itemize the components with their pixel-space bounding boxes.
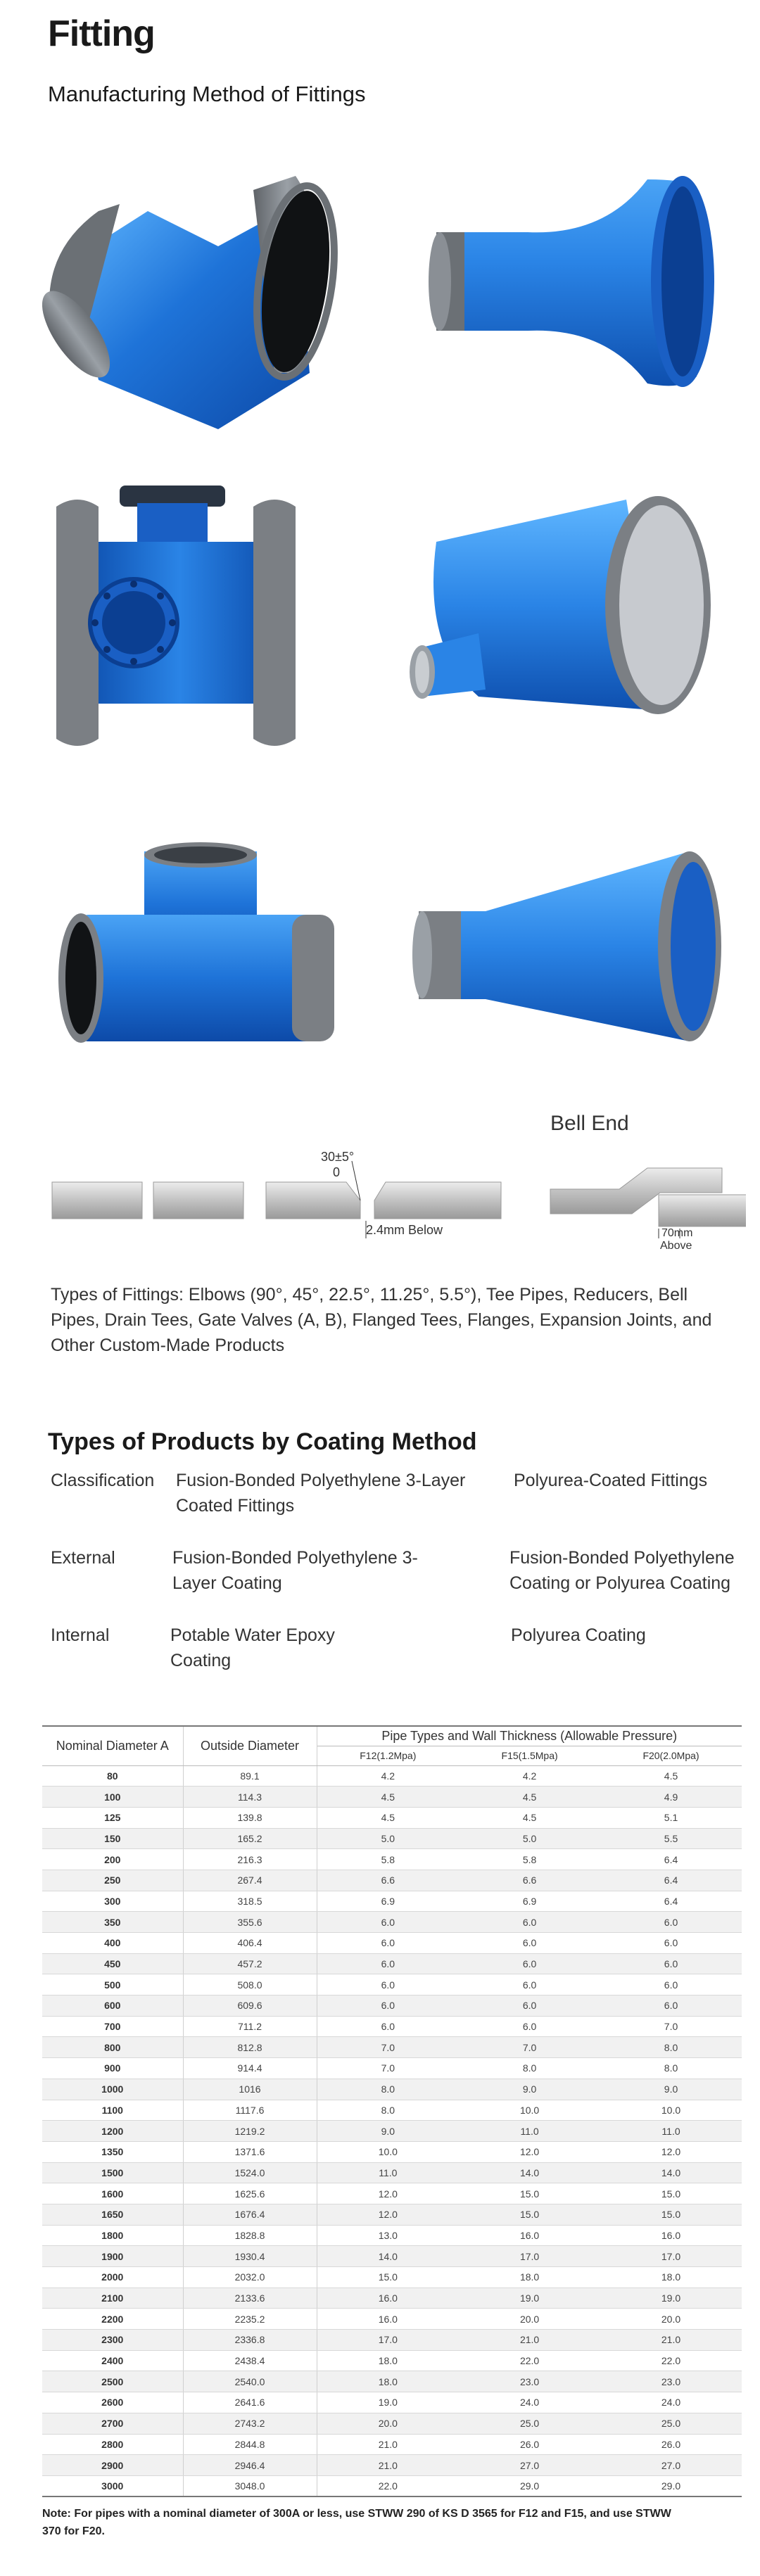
header-nominal-diameter: Nominal Diameter A <box>42 1726 183 1765</box>
cell-nominal-diameter: 1800 <box>42 2225 183 2246</box>
cell-f20: 27.0 <box>600 2455 742 2476</box>
cell-f12: 4.2 <box>317 1765 459 1787</box>
cell-f15: 26.0 <box>459 2434 600 2455</box>
cell-f15: 22.0 <box>459 2350 600 2371</box>
cell-nominal-diameter: 2800 <box>42 2434 183 2455</box>
cell-outside-diameter: 812.8 <box>183 2037 317 2058</box>
coating-classification-col1: Fusion-Bonded Polyethylene 3-Layer Coated Fittings <box>176 1471 466 1516</box>
cell-nominal-diameter: 3000 <box>42 2475 183 2496</box>
cell-f12: 12.0 <box>317 2204 459 2225</box>
table-row <box>42 2267 742 2288</box>
header-f12: F12(1.2Mpa) <box>317 1746 459 1765</box>
cell-nominal-diameter: 1600 <box>42 2183 183 2204</box>
bell-end-label: Bell End <box>550 1112 629 1135</box>
table-row <box>42 2455 742 2476</box>
cell-f15: 17.0 <box>459 2246 600 2267</box>
cell-f20: 14.0 <box>600 2162 742 2183</box>
cell-outside-diameter: 508.0 <box>183 1974 317 1996</box>
table-row <box>42 2475 742 2496</box>
cell-f15: 8.0 <box>459 2058 600 2079</box>
plain-end-plate-right <box>153 1182 243 1219</box>
cell-f12: 6.0 <box>317 1996 459 2017</box>
cell-f12: 5.0 <box>317 1828 459 1849</box>
table-row <box>42 2079 742 2100</box>
cell-f15: 6.0 <box>459 2016 600 2037</box>
cell-f12: 22.0 <box>317 2475 459 2496</box>
header-f15: F15(1.5Mpa) <box>459 1746 600 1765</box>
cell-outside-diameter: 2235.2 <box>183 2309 317 2330</box>
table-row <box>42 1828 742 1849</box>
table-row <box>42 1765 742 1787</box>
cell-f15: 16.0 <box>459 2225 600 2246</box>
coating-section-title: Types of Products by Coating Method <box>48 1428 477 1455</box>
table-row <box>42 2183 742 2204</box>
cell-nominal-diameter: 2100 <box>42 2288 183 2309</box>
cell-f20: 10.0 <box>600 2100 742 2121</box>
cell-outside-diameter: 318.5 <box>183 1891 317 1912</box>
cell-f15: 7.0 <box>459 2037 600 2058</box>
cell-f20: 22.0 <box>600 2350 742 2371</box>
page-title: Fitting <box>48 13 155 54</box>
cell-f20: 4.5 <box>600 1765 742 1787</box>
cell-f12: 7.0 <box>317 2037 459 2058</box>
cell-f20: 23.0 <box>600 2371 742 2392</box>
cell-nominal-diameter: 2900 <box>42 2455 183 2476</box>
table-row <box>42 2434 742 2455</box>
cell-f20: 4.9 <box>600 1787 742 1808</box>
table-row <box>42 1787 742 1808</box>
cell-nominal-diameter: 2200 <box>42 2309 183 2330</box>
cell-nominal-diameter: 1900 <box>42 2246 183 2267</box>
cell-nominal-diameter: 80 <box>42 1765 183 1787</box>
header-pipe-types-group: Pipe Types and Wall Thickness (Allowable Pressure) <box>317 1726 742 1746</box>
cell-outside-diameter: 1625.6 <box>183 2183 317 2204</box>
cell-f15: 6.9 <box>459 1891 600 1912</box>
bell-above-label: Above <box>660 1240 692 1252</box>
table-body <box>42 1765 742 2496</box>
bevel-plate-left <box>266 1182 360 1219</box>
cell-outside-diameter: 1219.2 <box>183 2121 317 2142</box>
coating-label-external: External <box>51 1548 115 1568</box>
cell-f15: 4.2 <box>459 1765 600 1787</box>
cell-f20: 25.0 <box>600 2413 742 2434</box>
cell-f12: 6.0 <box>317 1974 459 1996</box>
cell-outside-diameter: 914.4 <box>183 2058 317 2079</box>
cell-outside-diameter: 2032.0 <box>183 2267 317 2288</box>
cell-outside-diameter: 2133.6 <box>183 2288 317 2309</box>
cell-f20: 15.0 <box>600 2183 742 2204</box>
cell-outside-diameter: 89.1 <box>183 1765 317 1787</box>
cell-f20: 6.4 <box>600 1870 742 1891</box>
table-row <box>42 2392 742 2413</box>
cell-outside-diameter: 2540.0 <box>183 2371 317 2392</box>
cell-f20: 16.0 <box>600 2225 742 2246</box>
root-face-label: 0 <box>333 1165 341 1179</box>
cell-outside-diameter: 609.6 <box>183 1996 317 2017</box>
cell-nominal-diameter: 2700 <box>42 2413 183 2434</box>
cell-f15: 25.0 <box>459 2413 600 2434</box>
cell-f20: 29.0 <box>600 2475 742 2496</box>
cell-nominal-diameter: 250 <box>42 1870 183 1891</box>
cell-outside-diameter: 216.3 <box>183 1849 317 1870</box>
cell-f15: 6.0 <box>459 1912 600 1933</box>
cell-nominal-diameter: 125 <box>42 1807 183 1828</box>
cell-f12: 8.0 <box>317 2100 459 2121</box>
cell-nominal-diameter: 1200 <box>42 2121 183 2142</box>
elbow-fitting-image <box>42 162 338 443</box>
cell-f12: 6.0 <box>317 1953 459 1974</box>
table-row <box>42 2371 742 2392</box>
cell-f20: 6.4 <box>600 1849 742 1870</box>
cell-f15: 27.0 <box>459 2455 600 2476</box>
cell-f15: 4.5 <box>459 1787 600 1808</box>
table-row <box>42 1891 742 1912</box>
cell-f12: 6.0 <box>317 1933 459 1954</box>
cell-outside-diameter: 2438.4 <box>183 2350 317 2371</box>
plain-end-plate-left <box>52 1182 142 1219</box>
cell-nominal-diameter: 1500 <box>42 2162 183 2183</box>
cell-outside-diameter: 165.2 <box>183 1828 317 1849</box>
cell-outside-diameter: 1016 <box>183 2079 317 2100</box>
cell-f20: 15.0 <box>600 2204 742 2225</box>
cell-nominal-diameter: 450 <box>42 1953 183 1974</box>
cell-nominal-diameter: 150 <box>42 1828 183 1849</box>
cell-f12: 6.9 <box>317 1891 459 1912</box>
cell-nominal-diameter: 100 <box>42 1787 183 1808</box>
table-row <box>42 1849 742 1870</box>
table-row <box>42 2141 742 2162</box>
cell-f20: 6.4 <box>600 1891 742 1912</box>
cell-f20: 8.0 <box>600 2037 742 2058</box>
cell-f12: 12.0 <box>317 2183 459 2204</box>
cell-f15: 12.0 <box>459 2141 600 2162</box>
cell-outside-diameter: 1371.6 <box>183 2141 317 2162</box>
cell-f12: 16.0 <box>317 2288 459 2309</box>
flanged-tee-image <box>42 464 338 760</box>
cell-nominal-diameter: 900 <box>42 2058 183 2079</box>
cell-f15: 21.0 <box>459 2330 600 2351</box>
cell-f15: 5.0 <box>459 1828 600 1849</box>
coating-external-col2: Fusion-Bonded Polyethylene Coating or Polyurea Coating <box>509 1548 735 1593</box>
cell-outside-diameter: 457.2 <box>183 1953 317 1974</box>
cell-f20: 6.0 <box>600 1974 742 1996</box>
cell-f15: 15.0 <box>459 2183 600 2204</box>
cell-f20: 5.1 <box>600 1807 742 1828</box>
cell-f20: 19.0 <box>600 2288 742 2309</box>
cell-f12: 6.0 <box>317 1912 459 1933</box>
cell-f12: 14.0 <box>317 2246 459 2267</box>
coating-classification-col2: Polyurea-Coated Fittings <box>514 1471 708 1490</box>
cell-f20: 6.0 <box>600 1953 742 1974</box>
cell-nominal-diameter: 2300 <box>42 2330 183 2351</box>
cell-nominal-diameter: 350 <box>42 1912 183 1933</box>
concentric-reducer-image <box>408 844 732 1048</box>
cell-f12: 18.0 <box>317 2350 459 2371</box>
cell-nominal-diameter: 200 <box>42 1849 183 1870</box>
cell-f20: 6.0 <box>600 1933 742 1954</box>
cell-f12: 4.5 <box>317 1807 459 1828</box>
cell-f15: 6.0 <box>459 1996 600 2017</box>
cell-nominal-diameter: 1350 <box>42 2141 183 2162</box>
cell-f20: 21.0 <box>600 2330 742 2351</box>
cell-f20: 26.0 <box>600 2434 742 2455</box>
table-row <box>42 2204 742 2225</box>
cell-outside-diameter: 139.8 <box>183 1807 317 1828</box>
header-outside-diameter: Outside Diameter <box>183 1726 317 1765</box>
table-row <box>42 2016 742 2037</box>
cell-f20: 18.0 <box>600 2267 742 2288</box>
table-row <box>42 2100 742 2121</box>
cell-f20: 20.0 <box>600 2309 742 2330</box>
cell-f15: 6.6 <box>459 1870 600 1891</box>
cell-outside-diameter: 1676.4 <box>183 2204 317 2225</box>
coating-external-col1: Fusion-Bonded Polyethylene 3-Layer Coating <box>172 1548 418 1593</box>
table-row <box>42 2288 742 2309</box>
cell-f12: 18.0 <box>317 2371 459 2392</box>
table-row <box>42 2309 742 2330</box>
cell-f12: 20.0 <box>317 2413 459 2434</box>
cell-outside-diameter: 2946.4 <box>183 2455 317 2476</box>
weld-joint-diagram <box>42 1070 746 1252</box>
cell-f12: 6.6 <box>317 1870 459 1891</box>
bell-end-plate-upper <box>659 1195 746 1226</box>
root-gap-label: 2.4mm Below <box>366 1223 443 1237</box>
cell-f12: 13.0 <box>317 2225 459 2246</box>
cell-f12: 17.0 <box>317 2330 459 2351</box>
cell-f12: 9.0 <box>317 2121 459 2142</box>
cell-f15: 6.0 <box>459 1974 600 1996</box>
cell-nominal-diameter: 2400 <box>42 2350 183 2371</box>
cell-nominal-diameter: 400 <box>42 1933 183 1954</box>
cell-outside-diameter: 1828.8 <box>183 2225 317 2246</box>
cell-f12: 15.0 <box>317 2267 459 2288</box>
cell-f20: 5.5 <box>600 1828 742 1849</box>
cell-outside-diameter: 1930.4 <box>183 2246 317 2267</box>
cell-f20: 17.0 <box>600 2246 742 2267</box>
cell-f15: 11.0 <box>459 2121 600 2142</box>
cell-f12: 16.0 <box>317 2309 459 2330</box>
cell-nominal-diameter: 2500 <box>42 2371 183 2392</box>
cell-f15: 10.0 <box>459 2100 600 2121</box>
cell-f15: 6.0 <box>459 1933 600 1954</box>
branch-reducer-image <box>394 493 725 725</box>
bell-reducer-image <box>422 165 718 405</box>
table-row <box>42 2162 742 2183</box>
cell-f12: 21.0 <box>317 2434 459 2455</box>
table-row <box>42 2246 742 2267</box>
cell-f20: 6.0 <box>600 1912 742 1933</box>
table-row <box>42 2037 742 2058</box>
cell-f15: 4.5 <box>459 1807 600 1828</box>
cell-f20: 11.0 <box>600 2121 742 2142</box>
table-row <box>42 1807 742 1828</box>
cell-f12: 7.0 <box>317 2058 459 2079</box>
cell-outside-diameter: 2336.8 <box>183 2330 317 2351</box>
cell-nominal-diameter: 800 <box>42 2037 183 2058</box>
cell-f12: 6.0 <box>317 2016 459 2037</box>
table-row <box>42 1996 742 2017</box>
cell-nominal-diameter: 600 <box>42 1996 183 2017</box>
cell-nominal-diameter: 1650 <box>42 2204 183 2225</box>
cell-nominal-diameter: 1100 <box>42 2100 183 2121</box>
cell-f20: 9.0 <box>600 2079 742 2100</box>
wall-thickness-table <box>42 1725 742 2497</box>
coating-internal-col2: Polyurea Coating <box>511 1625 646 1645</box>
cell-f20: 6.0 <box>600 1996 742 2017</box>
table-row <box>42 1870 742 1891</box>
table-row <box>42 1974 742 1996</box>
coating-label-internal: Internal <box>51 1625 110 1645</box>
table-row <box>42 2121 742 2142</box>
cell-f12: 11.0 <box>317 2162 459 2183</box>
cell-nominal-diameter: 500 <box>42 1974 183 1996</box>
cell-f15: 19.0 <box>459 2288 600 2309</box>
cell-f12: 19.0 <box>317 2392 459 2413</box>
page-subtitle: Manufacturing Method of Fittings <box>48 82 366 106</box>
table-row <box>42 2330 742 2351</box>
cell-f15: 29.0 <box>459 2475 600 2496</box>
coating-label-classification: Classification <box>51 1471 155 1490</box>
table-row <box>42 1933 742 1954</box>
cell-f12: 8.0 <box>317 2079 459 2100</box>
cell-outside-diameter: 2844.8 <box>183 2434 317 2455</box>
cell-nominal-diameter: 300 <box>42 1891 183 1912</box>
cell-f20: 8.0 <box>600 2058 742 2079</box>
cell-f15: 9.0 <box>459 2079 600 2100</box>
cell-f15: 20.0 <box>459 2309 600 2330</box>
cell-nominal-diameter: 2000 <box>42 2267 183 2288</box>
table-row <box>42 2413 742 2434</box>
bell-length-label: 70mm <box>661 1227 693 1239</box>
cell-outside-diameter: 1524.0 <box>183 2162 317 2183</box>
cell-f12: 5.8 <box>317 1849 459 1870</box>
cell-f15: 23.0 <box>459 2371 600 2392</box>
table-row <box>42 1912 742 1933</box>
cell-outside-diameter: 2641.6 <box>183 2392 317 2413</box>
table-row <box>42 2225 742 2246</box>
tee-pipe-image <box>53 837 355 1070</box>
table-row <box>42 1953 742 1974</box>
table-row <box>42 2058 742 2079</box>
cell-nominal-diameter: 700 <box>42 2016 183 2037</box>
cell-f15: 6.0 <box>459 1953 600 1974</box>
cell-f15: 15.0 <box>459 2204 600 2225</box>
cell-f20: 7.0 <box>600 2016 742 2037</box>
cell-outside-diameter: 114.3 <box>183 1787 317 1808</box>
cell-outside-diameter: 1117.6 <box>183 2100 317 2121</box>
cell-f20: 12.0 <box>600 2141 742 2162</box>
cell-f15: 18.0 <box>459 2267 600 2288</box>
table-note: Note: For pipes with a nominal diameter of 300A or less, use STWW 290 of KS D 3565 for F12 and F15, and use STWW 370 for F20. <box>42 2508 671 2537</box>
cell-f12: 21.0 <box>317 2455 459 2476</box>
cell-f15: 24.0 <box>459 2392 600 2413</box>
fitting-types-text: Types of Fittings: Elbows (90°, 45°, 22.5°, 11.25°, 5.5°), Tee Pipes, Reducers, Bell Pipes, Drain Tees, Gate Valves (A, B), Flanged Tees, Flanges, Expansion Joints, and Other Custom-Made Products <box>51 1285 712 1355</box>
cell-f12: 10.0 <box>317 2141 459 2162</box>
cell-outside-diameter: 3048.0 <box>183 2475 317 2496</box>
bevel-angle-label: 30±5° <box>321 1150 355 1164</box>
bevel-plate-right <box>374 1182 501 1219</box>
cell-f20: 24.0 <box>600 2392 742 2413</box>
cell-outside-diameter: 711.2 <box>183 2016 317 2037</box>
cell-outside-diameter: 406.4 <box>183 1933 317 1954</box>
cell-outside-diameter: 2743.2 <box>183 2413 317 2434</box>
cell-f15: 14.0 <box>459 2162 600 2183</box>
cell-outside-diameter: 355.6 <box>183 1912 317 1933</box>
cell-outside-diameter: 267.4 <box>183 1870 317 1891</box>
cell-nominal-diameter: 1000 <box>42 2079 183 2100</box>
header-f20: F20(2.0Mpa) <box>600 1746 742 1765</box>
cell-nominal-diameter: 2600 <box>42 2392 183 2413</box>
cell-f15: 5.8 <box>459 1849 600 1870</box>
table-row <box>42 2350 742 2371</box>
coating-internal-col1: Potable Water Epoxy Coating <box>170 1625 335 1670</box>
cell-f12: 4.5 <box>317 1787 459 1808</box>
